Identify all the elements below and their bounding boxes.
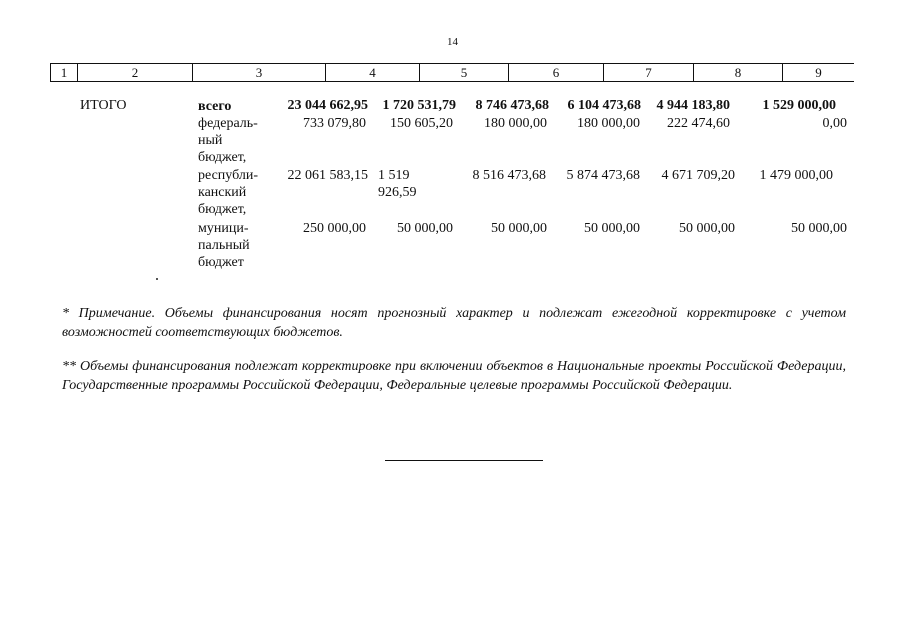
value-municipal-col7: 50 000,00 (584, 221, 640, 236)
footnote-2: ** Объемы финансирования подлежат корректировке при включении объектов в Национальные проекты Российской Федерации, Государственные программы Российской Федерации, Федеральные целевые программы Российской Федерации. (62, 359, 846, 393)
column-header-1: 1 (51, 64, 78, 81)
value-total-col5: 1 720 531,79 (382, 98, 456, 113)
column-header-4: 4 (326, 64, 420, 81)
category-municipal: муници- пальный бюджет (198, 221, 250, 270)
value-republican-col9: 1 479 000,00 (759, 168, 833, 183)
value-municipal-col6: 50 000,00 (491, 221, 547, 236)
value-republican-col5: 1 519 926,59 (378, 168, 417, 200)
column-header-3: 3 (193, 64, 326, 81)
value-municipal-col9: 50 000,00 (791, 221, 847, 236)
value-federal-col5: 150 605,20 (390, 116, 453, 131)
value-federal-col7: 180 000,00 (577, 116, 640, 131)
row-label-total: ИТОГО (80, 98, 127, 113)
value-municipal-col5: 50 000,00 (397, 221, 453, 236)
value-total-col8: 4 944 183,80 (656, 98, 730, 113)
scan-speck (156, 278, 158, 280)
value-municipal-col8: 50 000,00 (679, 221, 735, 236)
value-total-col9: 1 529 000,00 (762, 98, 836, 113)
value-federal-col4: 733 079,80 (303, 116, 366, 131)
category-total: всего (198, 99, 232, 114)
footnote-1: * Примечание. Объемы финансирования носят прогнозный характер и подлежат ежегодной корректировке с учетом возможностей соответствующих бюджетов. (62, 306, 846, 340)
page-number: 14 (447, 36, 458, 48)
column-header-6: 6 (509, 64, 604, 81)
category-federal: федераль- ный бюджет, (198, 116, 258, 165)
value-republican-col4: 22 061 583,15 (287, 168, 368, 183)
value-total-col6: 8 746 473,68 (475, 98, 549, 113)
column-header-2: 2 (78, 64, 193, 81)
value-republican-col6: 8 516 473,68 (472, 168, 546, 183)
closing-rule (385, 460, 543, 461)
column-header-9: 9 (815, 65, 822, 80)
value-republican-col7: 5 874 473,68 (566, 168, 640, 183)
value-federal-col9: 0,00 (822, 116, 847, 131)
column-header-5: 5 (420, 64, 509, 81)
table-header-row (50, 63, 854, 82)
category-republican: республи- канский бюджет, (198, 168, 258, 217)
value-municipal-col4: 250 000,00 (303, 221, 366, 236)
value-total-col7: 6 104 473,68 (567, 98, 641, 113)
value-federal-col8: 222 474,60 (667, 116, 730, 131)
column-header-8: 8 (694, 64, 783, 81)
value-federal-col6: 180 000,00 (484, 116, 547, 131)
value-total-col4: 23 044 662,95 (287, 98, 368, 113)
value-republican-col8: 4 671 709,20 (661, 168, 735, 183)
column-header-7: 7 (604, 64, 694, 81)
